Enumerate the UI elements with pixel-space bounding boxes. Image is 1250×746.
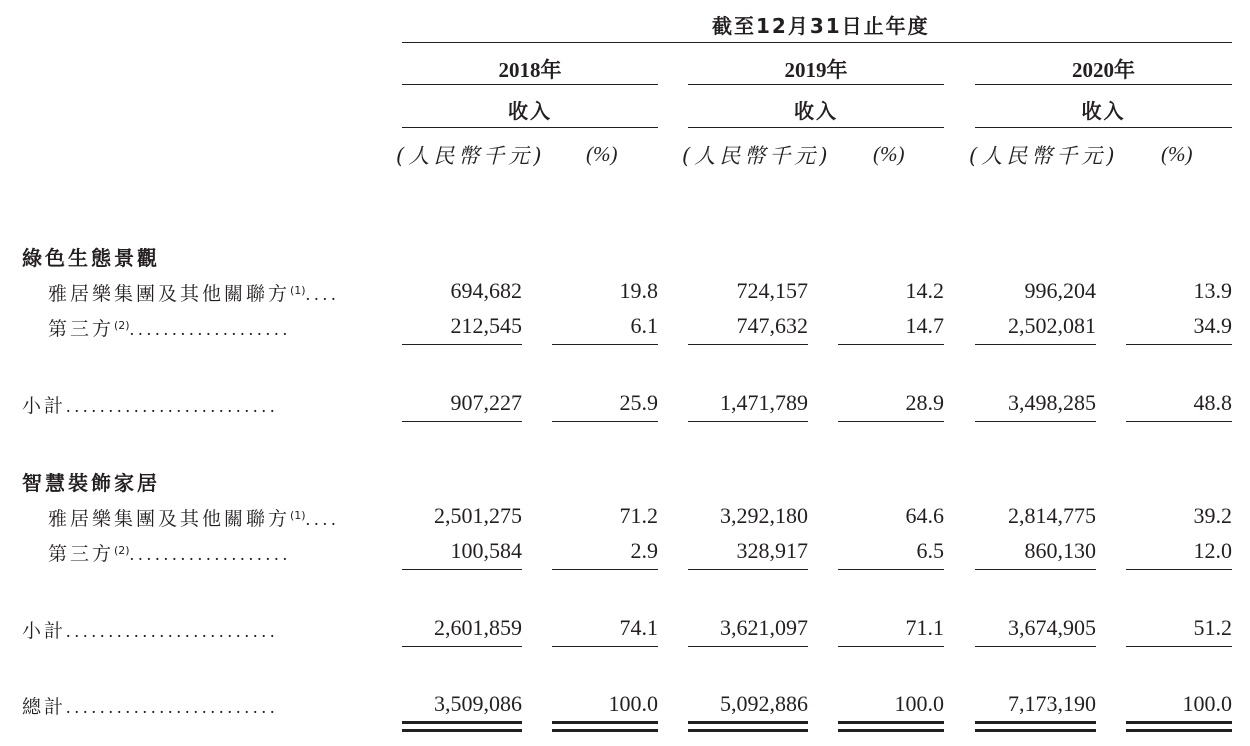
cell-value: 996,204 bbox=[1024, 278, 1096, 303]
pct-label-2020: (%) bbox=[1161, 142, 1193, 166]
total-double-rule bbox=[688, 721, 808, 724]
subtotal-value: 74.1 bbox=[619, 615, 658, 640]
revenue-underline-2020 bbox=[975, 127, 1232, 128]
subtotal-value: 2,601,859 bbox=[434, 615, 522, 640]
total-double-rule bbox=[688, 729, 808, 732]
total-double-rule bbox=[838, 729, 944, 732]
row-label: 雅居樂集團及其他關聯方$^{(1)}$.... bbox=[48, 283, 340, 305]
total-value: 5,092,886 bbox=[720, 691, 808, 716]
cell-value: 6.5 bbox=[916, 538, 944, 563]
total-value: 100.0 bbox=[608, 691, 658, 716]
cell-value: 64.6 bbox=[905, 503, 944, 528]
cell-value: 100,584 bbox=[450, 538, 522, 563]
total-double-rule bbox=[402, 729, 522, 732]
total-double-rule bbox=[1126, 729, 1232, 732]
total-double-rule bbox=[552, 721, 658, 724]
revenue-label-2020: 收入 bbox=[1081, 99, 1126, 123]
cell-value: 3,292,180 bbox=[720, 503, 808, 528]
subtotal-bottom-rule bbox=[975, 646, 1096, 647]
cell-value: 2,814,775 bbox=[1008, 503, 1096, 528]
cell-value: 2,501,275 bbox=[434, 503, 522, 528]
subtotal-rule bbox=[1126, 569, 1232, 570]
cell-value: 12.0 bbox=[1193, 538, 1232, 563]
cell-value: 6.1 bbox=[630, 313, 658, 338]
subtotal-value: 71.1 bbox=[905, 615, 944, 640]
row-label: 第三方$^{(2)}$................... bbox=[48, 318, 292, 340]
subtotal-rule bbox=[552, 344, 658, 345]
subtotal-value: 1,471,789 bbox=[720, 390, 808, 415]
subtotal-bottom-rule bbox=[402, 421, 522, 422]
subtotal-bottom-rule bbox=[402, 646, 522, 647]
total-label: 總計......................... bbox=[22, 696, 279, 718]
unit-label-2018: (人民幣千元) bbox=[396, 144, 546, 168]
period-underline bbox=[402, 42, 1232, 43]
total-double-rule bbox=[552, 729, 658, 732]
subtotal-bottom-rule bbox=[838, 421, 944, 422]
year-underline-2020 bbox=[975, 84, 1232, 85]
total-double-rule bbox=[402, 721, 522, 724]
cell-value: 19.8 bbox=[619, 278, 658, 303]
period-header: 截至12月31日止年度 bbox=[712, 14, 930, 38]
subtotal-bottom-rule bbox=[1126, 421, 1232, 422]
revenue-label-2019: 收入 bbox=[794, 99, 838, 123]
subtotal-rule bbox=[688, 569, 808, 570]
subtotal-label: 小計......................... bbox=[22, 395, 279, 417]
subtotal-rule bbox=[838, 569, 944, 570]
subtotal-bottom-rule bbox=[552, 646, 658, 647]
subtotal-bottom-rule bbox=[688, 646, 808, 647]
cell-value: 39.2 bbox=[1193, 503, 1232, 528]
total-double-rule bbox=[975, 729, 1096, 732]
subtotal-rule bbox=[975, 344, 1096, 345]
subtotal-bottom-rule bbox=[838, 646, 944, 647]
total-double-rule bbox=[838, 721, 944, 724]
subtotal-rule bbox=[688, 344, 808, 345]
subtotal-rule bbox=[402, 569, 522, 570]
subtotal-bottom-rule bbox=[688, 421, 808, 422]
total-value: 100.0 bbox=[894, 691, 944, 716]
subtotal-value: 3,621,097 bbox=[720, 615, 808, 640]
year-2018: 2018年 bbox=[498, 58, 562, 82]
cell-value: 14.7 bbox=[905, 313, 944, 338]
subtotal-value: 25.9 bbox=[619, 390, 658, 415]
subtotal-bottom-rule bbox=[1126, 646, 1232, 647]
unit-label-2019: (人民幣千元) bbox=[682, 144, 832, 168]
cell-value: 328,917 bbox=[736, 538, 808, 563]
year-underline-2018 bbox=[402, 84, 658, 85]
pct-label-2019: (%) bbox=[873, 142, 905, 166]
section-title-landscape: 綠色生態景觀 bbox=[22, 246, 160, 270]
total-value: 3,509,086 bbox=[434, 691, 522, 716]
total-double-rule bbox=[1126, 721, 1232, 724]
total-double-rule bbox=[975, 721, 1096, 724]
subtotal-rule bbox=[552, 569, 658, 570]
subtotal-value: 3,498,285 bbox=[1008, 390, 1096, 415]
cell-value: 212,545 bbox=[450, 313, 522, 338]
subtotal-rule bbox=[402, 344, 522, 345]
year-2020: 2020年 bbox=[1072, 58, 1135, 82]
row-label: 雅居樂集團及其他關聯方$^{(1)}$.... bbox=[48, 508, 340, 530]
cell-value: 14.2 bbox=[905, 278, 944, 303]
subtotal-value: 28.9 bbox=[905, 390, 944, 415]
cell-value: 724,157 bbox=[736, 278, 808, 303]
cell-value: 860,130 bbox=[1024, 538, 1096, 563]
cell-value: 747,632 bbox=[736, 313, 808, 338]
subtotal-value: 3,674,905 bbox=[1008, 615, 1096, 640]
cell-value: 13.9 bbox=[1193, 278, 1232, 303]
cell-value: 71.2 bbox=[619, 503, 658, 528]
subtotal-label: 小計......................... bbox=[22, 620, 279, 642]
row-label: 第三方$^{(2)}$................... bbox=[48, 543, 292, 565]
subtotal-rule bbox=[975, 569, 1096, 570]
year-underline-2019 bbox=[688, 84, 944, 85]
subtotal-rule bbox=[1126, 344, 1232, 345]
total-value: 100.0 bbox=[1182, 691, 1232, 716]
unit-label-2020: (人民幣千元) bbox=[969, 144, 1119, 168]
total-value: 7,173,190 bbox=[1008, 691, 1096, 716]
pct-label-2018: (%) bbox=[586, 142, 618, 166]
revenue-underline-2019 bbox=[688, 127, 944, 128]
revenue-underline-2018 bbox=[402, 127, 658, 128]
cell-value: 694,682 bbox=[450, 278, 522, 303]
subtotal-value: 48.8 bbox=[1193, 390, 1232, 415]
cell-value: 2,502,081 bbox=[1008, 313, 1096, 338]
subtotal-value: 907,227 bbox=[450, 390, 522, 415]
subtotal-bottom-rule bbox=[552, 421, 658, 422]
year-2019: 2019年 bbox=[784, 58, 848, 82]
subtotal-value: 51.2 bbox=[1193, 615, 1232, 640]
revenue-label-2018: 收入 bbox=[508, 99, 552, 123]
section-title-smart-home: 智慧裝飾家居 bbox=[22, 471, 160, 495]
cell-value: 34.9 bbox=[1193, 313, 1232, 338]
cell-value: 2.9 bbox=[630, 538, 658, 563]
subtotal-rule bbox=[838, 344, 944, 345]
subtotal-bottom-rule bbox=[975, 421, 1096, 422]
